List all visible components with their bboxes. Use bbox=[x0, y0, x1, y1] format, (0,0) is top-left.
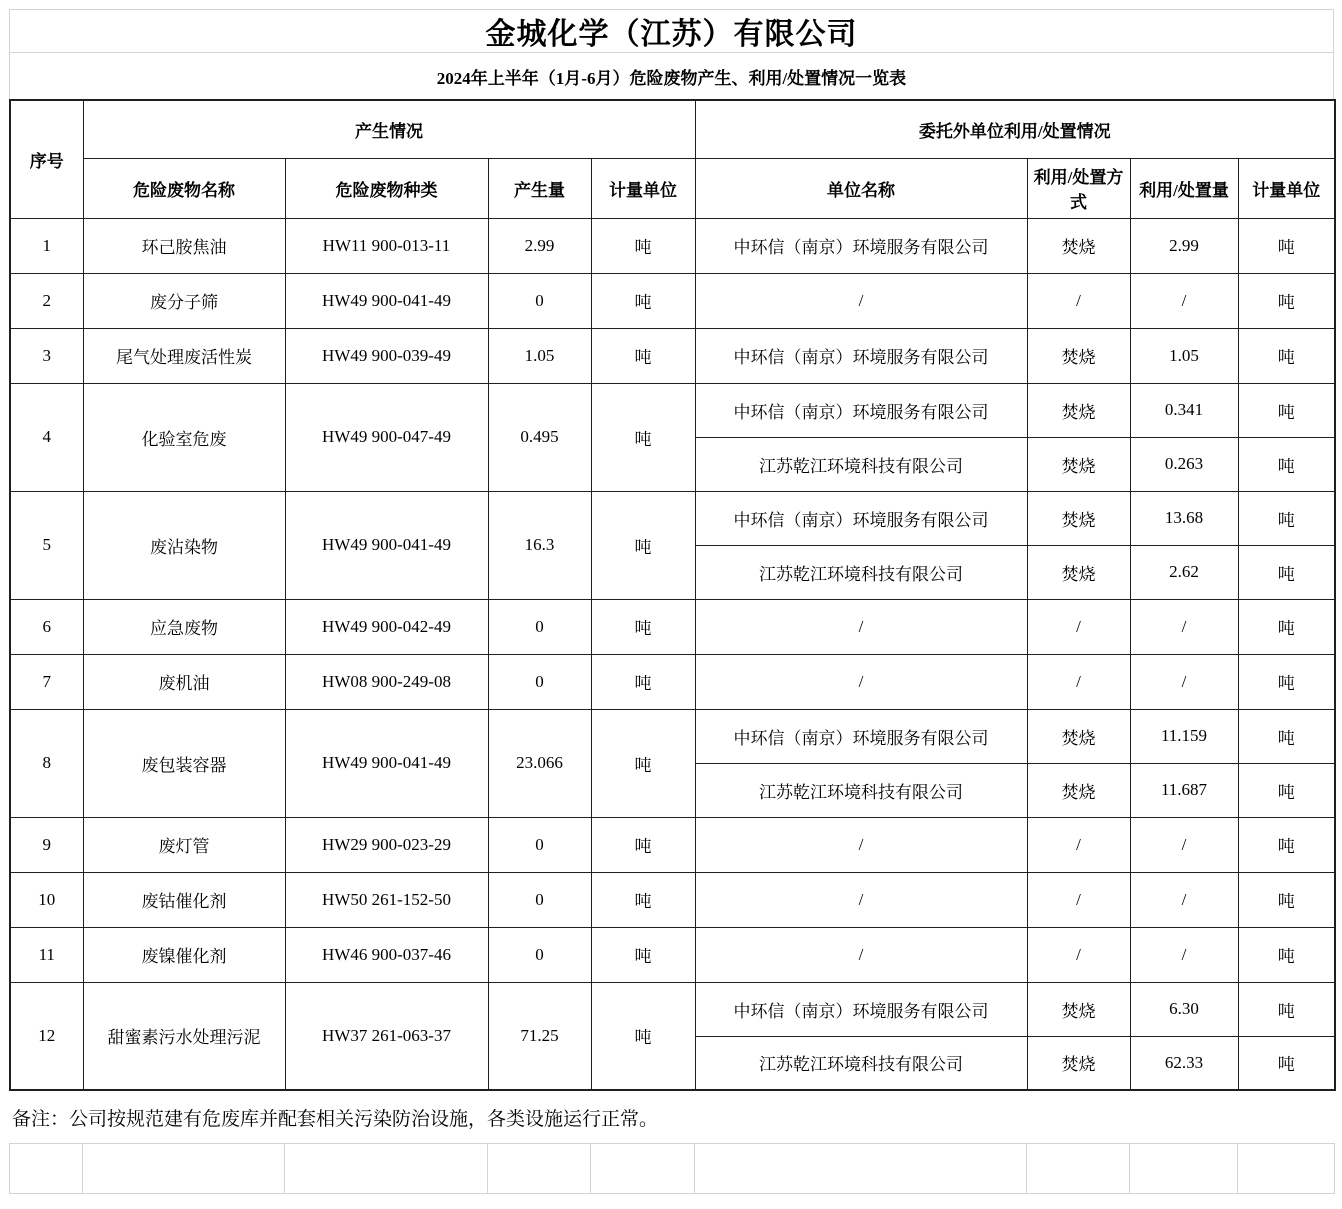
amount-cell: 62.33 bbox=[1130, 1036, 1238, 1090]
empty-cell bbox=[695, 1144, 1027, 1194]
company-cell: 中环信（南京）环境服务有限公司 bbox=[695, 491, 1027, 545]
table-row bbox=[10, 328, 1335, 383]
waste-category-cell: HW49 900-041-49 bbox=[285, 491, 488, 599]
method-cell: / bbox=[1027, 872, 1130, 927]
disposal-unit-cell: 吨 bbox=[1238, 383, 1335, 437]
method-cell: 焚烧 bbox=[1027, 709, 1130, 763]
header-method: 利用/处置方式 bbox=[1027, 158, 1130, 218]
header-disposal-group: 委托外单位利用/处置情况 bbox=[695, 100, 1335, 158]
disposal-unit-cell: 吨 bbox=[1238, 763, 1335, 817]
waste-name-cell: 环己胺焦油 bbox=[83, 218, 285, 273]
quantity-cell: 23.066 bbox=[488, 709, 591, 817]
table-row bbox=[10, 982, 1335, 1036]
empty-cell bbox=[1238, 1144, 1335, 1194]
method-cell: / bbox=[1027, 273, 1130, 328]
waste-category-cell: HW37 261-063-37 bbox=[285, 982, 488, 1090]
waste-name-cell: 化验室危废 bbox=[83, 383, 285, 491]
unit-cell: 吨 bbox=[591, 654, 695, 709]
waste-category-cell: HW08 900-249-08 bbox=[285, 654, 488, 709]
waste-name-cell: 废钴催化剂 bbox=[83, 872, 285, 927]
method-cell: / bbox=[1027, 817, 1130, 872]
unit-cell: 吨 bbox=[591, 709, 695, 817]
amount-cell: 0.341 bbox=[1130, 383, 1238, 437]
waste-name-cell: 废机油 bbox=[83, 654, 285, 709]
waste-category-cell: HW49 900-041-49 bbox=[285, 273, 488, 328]
header-generation-group: 产生情况 bbox=[83, 100, 695, 158]
company-cell: / bbox=[695, 654, 1027, 709]
disposal-unit-cell: 吨 bbox=[1238, 218, 1335, 273]
amount-cell: / bbox=[1130, 599, 1238, 654]
amount-cell: / bbox=[1130, 654, 1238, 709]
amount-cell: 6.30 bbox=[1130, 982, 1238, 1036]
disposal-unit-cell: 吨 bbox=[1238, 982, 1335, 1036]
header-amount: 利用/处置量 bbox=[1130, 158, 1238, 218]
empty-cell bbox=[488, 1144, 591, 1194]
quantity-cell: 16.3 bbox=[488, 491, 591, 599]
empty-cell bbox=[285, 1144, 488, 1194]
unit-cell: 吨 bbox=[591, 383, 695, 491]
method-cell: / bbox=[1027, 654, 1130, 709]
waste-name-cell: 废包装容器 bbox=[83, 709, 285, 817]
disposal-unit-cell: 吨 bbox=[1238, 437, 1335, 491]
table-row bbox=[10, 817, 1335, 872]
waste-name-cell: 甜蜜素污水处理污泥 bbox=[83, 982, 285, 1090]
waste-category-cell: HW49 900-047-49 bbox=[285, 383, 488, 491]
method-cell: / bbox=[1027, 599, 1130, 654]
empty-row bbox=[10, 1144, 1335, 1194]
waste-name-cell: 应急废物 bbox=[83, 599, 285, 654]
seq-cell: 9 bbox=[10, 817, 83, 872]
unit-cell: 吨 bbox=[591, 872, 695, 927]
seq-cell: 1 bbox=[10, 218, 83, 273]
amount-cell: / bbox=[1130, 927, 1238, 982]
quantity-cell: 0.495 bbox=[488, 383, 591, 491]
waste-category-cell: HW49 900-042-49 bbox=[285, 599, 488, 654]
quantity-cell: 2.99 bbox=[488, 218, 591, 273]
method-cell: 焚烧 bbox=[1027, 218, 1130, 273]
seq-cell: 8 bbox=[10, 709, 83, 817]
unit-cell: 吨 bbox=[591, 599, 695, 654]
waste-name-cell: 废灯管 bbox=[83, 817, 285, 872]
waste-category-cell: HW49 900-039-49 bbox=[285, 328, 488, 383]
seq-cell: 4 bbox=[10, 383, 83, 491]
company-cell: 江苏乾江环境科技有限公司 bbox=[695, 763, 1027, 817]
waste-category-cell: HW29 900-023-29 bbox=[285, 817, 488, 872]
waste-category-cell: HW11 900-013-11 bbox=[285, 218, 488, 273]
disposal-unit-cell: 吨 bbox=[1238, 328, 1335, 383]
seq-cell: 3 bbox=[10, 328, 83, 383]
empty-cell bbox=[83, 1144, 285, 1194]
amount-cell: / bbox=[1130, 273, 1238, 328]
company-cell: 江苏乾江环境科技有限公司 bbox=[695, 437, 1027, 491]
unit-cell: 吨 bbox=[591, 328, 695, 383]
company-cell: / bbox=[695, 817, 1027, 872]
report-sheet bbox=[9, 9, 1334, 1194]
quantity-cell: 71.25 bbox=[488, 982, 591, 1090]
table-row bbox=[10, 273, 1335, 328]
company-cell: / bbox=[695, 599, 1027, 654]
method-cell: 焚烧 bbox=[1027, 763, 1130, 817]
disposal-unit-cell: 吨 bbox=[1238, 872, 1335, 927]
seq-cell: 5 bbox=[10, 491, 83, 599]
waste-category-cell: HW49 900-041-49 bbox=[285, 709, 488, 817]
quantity-cell: 0 bbox=[488, 927, 591, 982]
header-unit2: 计量单位 bbox=[1238, 158, 1335, 218]
waste-name-cell: 废沾染物 bbox=[83, 491, 285, 599]
unit-cell: 吨 bbox=[591, 927, 695, 982]
company-cell: 中环信（南京）环境服务有限公司 bbox=[695, 982, 1027, 1036]
company-cell: 中环信（南京）环境服务有限公司 bbox=[695, 328, 1027, 383]
seq-cell: 10 bbox=[10, 872, 83, 927]
company-cell: 中环信（南京）环境服务有限公司 bbox=[695, 709, 1027, 763]
company-cell: 江苏乾江环境科技有限公司 bbox=[695, 545, 1027, 599]
report-subtitle: 2024年上半年（1月-6月）危险废物产生、利用/处置情况一览表 bbox=[436, 68, 907, 88]
company-cell: / bbox=[695, 927, 1027, 982]
amount-cell: 2.62 bbox=[1130, 545, 1238, 599]
disposal-unit-cell: 吨 bbox=[1238, 545, 1335, 599]
hazardous-waste-table bbox=[9, 99, 1336, 1091]
company-cell: / bbox=[695, 872, 1027, 927]
title-block bbox=[9, 9, 1334, 99]
amount-cell: 1.05 bbox=[1130, 328, 1238, 383]
waste-name-cell: 废分子筛 bbox=[83, 273, 285, 328]
unit-cell: 吨 bbox=[591, 982, 695, 1090]
method-cell: 焚烧 bbox=[1027, 1036, 1130, 1090]
header-company: 单位名称 bbox=[695, 158, 1027, 218]
disposal-unit-cell: 吨 bbox=[1238, 273, 1335, 328]
waste-category-cell: HW46 900-037-46 bbox=[285, 927, 488, 982]
disposal-unit-cell: 吨 bbox=[1238, 654, 1335, 709]
header-quantity: 产生量 bbox=[488, 158, 591, 218]
amount-cell: / bbox=[1130, 817, 1238, 872]
disposal-unit-cell: 吨 bbox=[1238, 491, 1335, 545]
amount-cell: 0.263 bbox=[1130, 437, 1238, 491]
method-cell: 焚烧 bbox=[1027, 328, 1130, 383]
quantity-cell: 0 bbox=[488, 654, 591, 709]
waste-category-cell: HW50 261-152-50 bbox=[285, 872, 488, 927]
table-row bbox=[10, 218, 1335, 273]
empty-grid-row bbox=[9, 1143, 1335, 1194]
seq-cell: 6 bbox=[10, 599, 83, 654]
unit-cell: 吨 bbox=[591, 491, 695, 599]
amount-cell: 13.68 bbox=[1130, 491, 1238, 545]
method-cell: 焚烧 bbox=[1027, 982, 1130, 1036]
seq-cell: 11 bbox=[10, 927, 83, 982]
empty-cell bbox=[591, 1144, 695, 1194]
seq-cell: 12 bbox=[10, 982, 83, 1090]
seq-cell: 7 bbox=[10, 654, 83, 709]
table-row bbox=[10, 654, 1335, 709]
empty-cell bbox=[1027, 1144, 1130, 1194]
quantity-cell: 0 bbox=[488, 599, 591, 654]
empty-cell bbox=[10, 1144, 83, 1194]
company-cell: 中环信（南京）环境服务有限公司 bbox=[695, 218, 1027, 273]
company-cell: / bbox=[695, 273, 1027, 328]
quantity-cell: 0 bbox=[488, 817, 591, 872]
header-waste-category: 危险废物种类 bbox=[285, 158, 488, 218]
quantity-cell: 0 bbox=[488, 273, 591, 328]
amount-cell: 11.687 bbox=[1130, 763, 1238, 817]
amount-cell: 2.99 bbox=[1130, 218, 1238, 273]
unit-cell: 吨 bbox=[591, 817, 695, 872]
disposal-unit-cell: 吨 bbox=[1238, 817, 1335, 872]
method-cell: 焚烧 bbox=[1027, 383, 1130, 437]
disposal-unit-cell: 吨 bbox=[1238, 927, 1335, 982]
disposal-unit-cell: 吨 bbox=[1238, 599, 1335, 654]
method-cell: 焚烧 bbox=[1027, 491, 1130, 545]
method-cell: 焚烧 bbox=[1027, 437, 1130, 491]
amount-cell: 11.159 bbox=[1130, 709, 1238, 763]
company-title: 金城化学（江苏）有限公司 bbox=[10, 10, 1333, 53]
method-cell: 焚烧 bbox=[1027, 545, 1130, 599]
quantity-cell: 0 bbox=[488, 872, 591, 927]
waste-name-cell: 尾气处理废活性炭 bbox=[83, 328, 285, 383]
table-row bbox=[10, 872, 1335, 927]
table-row bbox=[10, 383, 1335, 437]
amount-cell: / bbox=[1130, 872, 1238, 927]
table-row bbox=[10, 599, 1335, 654]
method-cell: / bbox=[1027, 927, 1130, 982]
disposal-unit-cell: 吨 bbox=[1238, 709, 1335, 763]
header-unit: 计量单位 bbox=[591, 158, 695, 218]
company-cell: 中环信（南京）环境服务有限公司 bbox=[695, 383, 1027, 437]
remark-note: 备注：公司按规范建有危废库并配套相关污染防治设施，各类设施运行正常。 bbox=[12, 1108, 659, 1130]
unit-cell: 吨 bbox=[591, 218, 695, 273]
disposal-unit-cell: 吨 bbox=[1238, 1036, 1335, 1090]
empty-cell bbox=[1130, 1144, 1238, 1194]
seq-cell: 2 bbox=[10, 273, 83, 328]
unit-cell: 吨 bbox=[591, 273, 695, 328]
header-waste-name: 危险废物名称 bbox=[83, 158, 285, 218]
waste-name-cell: 废镍催化剂 bbox=[83, 927, 285, 982]
header-seq: 序号 bbox=[10, 100, 83, 218]
quantity-cell: 1.05 bbox=[488, 328, 591, 383]
company-cell: 江苏乾江环境科技有限公司 bbox=[695, 1036, 1027, 1090]
table-row bbox=[10, 709, 1335, 763]
table-row bbox=[10, 927, 1335, 982]
table-row bbox=[10, 491, 1335, 545]
